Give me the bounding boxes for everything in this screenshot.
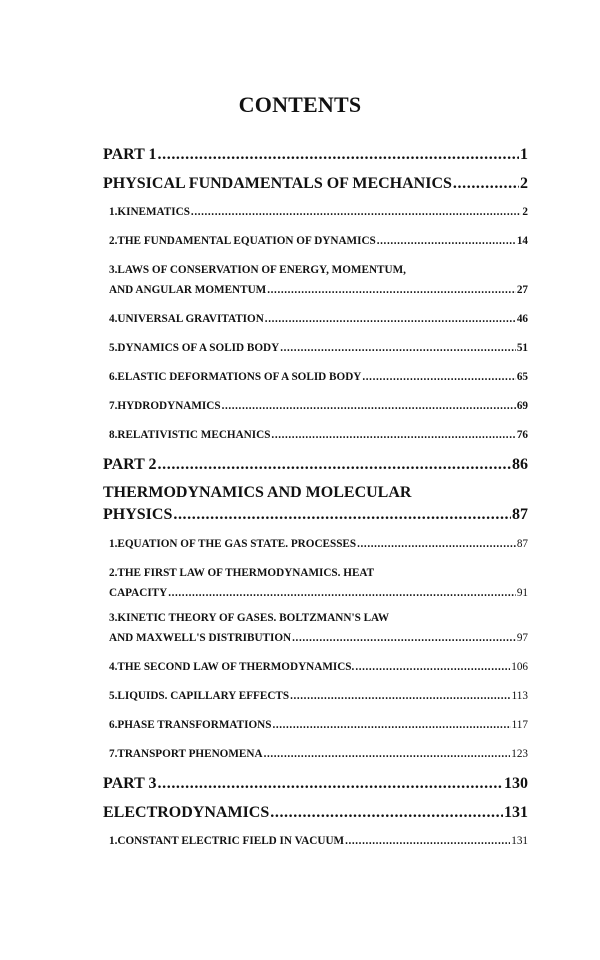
toc-entry-title-line2: AND ANGULAR MOMENTUM [109, 284, 267, 296]
dot-leader [158, 140, 519, 169]
dot-leader [168, 583, 516, 603]
dot-leader [270, 798, 503, 827]
dot-leader [264, 740, 511, 769]
toc-entry-transport-phenomena[interactable] [103, 740, 528, 769]
dot-leader [292, 628, 516, 648]
toc-entry-page: 2 [520, 175, 528, 192]
dot-leader [355, 653, 510, 682]
toc-entry-title: 1.EQUATION OF THE GAS STATE. PROCESSES [109, 538, 357, 550]
toc-entry-title: 4.THE SECOND LAW OF THERMODYNAMICS. [109, 661, 355, 673]
toc-entry-title: 7.HYDRODYNAMICS [109, 400, 221, 412]
toc-entry-title: PART 3 [103, 775, 157, 792]
toc-entry-page: 131 [511, 835, 528, 847]
toc-entry-part-1[interactable] [103, 140, 528, 169]
toc-entry-electrodynamics[interactable] [103, 798, 528, 827]
dot-leader [173, 504, 511, 526]
toc-entry-gas-state[interactable] [103, 530, 528, 559]
dot-leader [158, 450, 511, 479]
toc-entry-title-line1: THERMODYNAMICS AND MOLECULAR [103, 484, 412, 501]
toc-entry-part-3[interactable] [103, 769, 528, 798]
dot-leader [345, 827, 510, 856]
toc-entry-liquids[interactable] [103, 682, 528, 711]
toc-entry-page: 27 [516, 284, 528, 296]
toc-entry-page: 1 [520, 146, 528, 163]
toc-entry-title: PART 2 [103, 456, 157, 473]
toc-entry-page: 87 [516, 538, 528, 550]
dot-leader [290, 682, 511, 711]
toc-entry-page: 69 [516, 400, 528, 412]
toc-entry-page: 76 [516, 429, 528, 441]
toc-entry-title: 5.DYNAMICS OF A SOLID BODY [109, 342, 280, 354]
toc-entry-title: 1.CONSTANT ELECTRIC FIELD IN VACUUM [109, 835, 345, 847]
dot-leader [362, 363, 515, 392]
toc-entry-page: 65 [516, 371, 528, 383]
toc-entry-page: 130 [504, 775, 528, 792]
toc-entry-title: 7.TRANSPORT PHENOMENA [109, 748, 263, 760]
page-title: CONTENTS [238, 92, 362, 117]
toc-entry-part-2[interactable] [103, 450, 528, 479]
toc-entry-page: 46 [516, 313, 528, 325]
toc-entry-page: 51 [516, 342, 528, 354]
toc-entry-conservation-laws[interactable] [103, 260, 528, 300]
dot-leader [267, 280, 516, 300]
toc-entry-universal-gravitation[interactable] [103, 305, 528, 334]
toc-entry-fundamental-equation[interactable] [103, 227, 528, 256]
toc-entry-title: 4.UNIVERSAL GRAVITATION [109, 313, 264, 325]
toc-entry-thermodynamics[interactable] [103, 482, 528, 526]
dot-leader [377, 227, 516, 256]
toc-entry-physical-fundamentals[interactable] [103, 169, 528, 198]
toc-entry-title: 8.RELATIVISTIC MECHANICS [109, 429, 271, 441]
toc-entry-relativistic-mechanics[interactable] [103, 421, 528, 450]
toc-entry-hydrodynamics[interactable] [103, 392, 528, 421]
toc-entry-page: 131 [504, 804, 528, 821]
dot-leader [357, 530, 516, 559]
toc-entry-kinetic-theory[interactable] [103, 608, 528, 648]
toc-entry-title: 6.PHASE TRANSFORMATIONS [109, 719, 272, 731]
dot-leader [280, 334, 516, 363]
dot-leader [158, 769, 503, 798]
toc-entry-page: 113 [511, 690, 528, 702]
toc-entry-title-line2: AND MAXWELL'S DISTRIBUTION [109, 632, 292, 644]
dot-leader [222, 392, 516, 421]
toc-entry-solid-body-dynamics[interactable] [103, 334, 528, 363]
toc-entry-page: 14 [516, 235, 528, 247]
toc-entry-first-law[interactable] [103, 563, 528, 603]
toc-entry-page: 123 [511, 748, 528, 760]
toc-entry-title-line1: 3.KINETIC THEORY OF GASES. BOLTZMANN'S LAW [109, 612, 390, 624]
dot-leader [191, 198, 521, 227]
toc-entry-page: 87 [512, 506, 528, 523]
toc-entry-title: PART 1 [103, 146, 157, 163]
dot-leader [271, 421, 515, 450]
toc-entry-title: 1.KINEMATICS [109, 206, 190, 218]
toc-entry-title-line1: 3.LAWS OF CONSERVATION OF ENERGY, MOMENTUM, [109, 264, 406, 276]
toc-entry-page: 106 [511, 661, 528, 673]
toc-entry-page: 91 [516, 587, 528, 599]
toc-entry-kinematics[interactable] [103, 198, 528, 227]
dot-leader [265, 305, 516, 334]
toc-entry-page: 2 [522, 206, 528, 218]
dot-leader [272, 711, 510, 740]
toc-entry-page: 117 [511, 719, 528, 731]
toc-entry-title: PHYSICAL FUNDAMENTALS OF MECHANICS [103, 175, 452, 192]
toc-entry-page: 86 [512, 456, 528, 473]
dot-leader [453, 169, 519, 198]
toc-entry-second-law[interactable] [103, 653, 528, 682]
toc-entry-title: ELECTRODYNAMICS [103, 804, 270, 821]
toc-entry-title-line2: PHYSICS [103, 506, 173, 523]
toc-entry-title: 2.THE FUNDAMENTAL EQUATION OF DYNAMICS [109, 235, 376, 247]
toc-entry-phase-transformations[interactable] [103, 711, 528, 740]
toc-entry-page: 97 [516, 632, 528, 644]
table-of-contents [103, 140, 528, 856]
toc-entry-title: 6.ELASTIC DEFORMATIONS OF A SOLID BODY [109, 371, 362, 383]
toc-entry-title-line1: 2.THE FIRST LAW OF THERMODYNAMICS. HEAT [109, 567, 375, 579]
toc-entry-title-line2: CAPACITY [109, 587, 168, 599]
toc-entry-constant-electric-field[interactable] [103, 827, 528, 856]
toc-entry-elastic-deformations[interactable] [103, 363, 528, 392]
toc-entry-title: 5.LIQUIDS. CAPILLARY EFFECTS [109, 690, 290, 702]
